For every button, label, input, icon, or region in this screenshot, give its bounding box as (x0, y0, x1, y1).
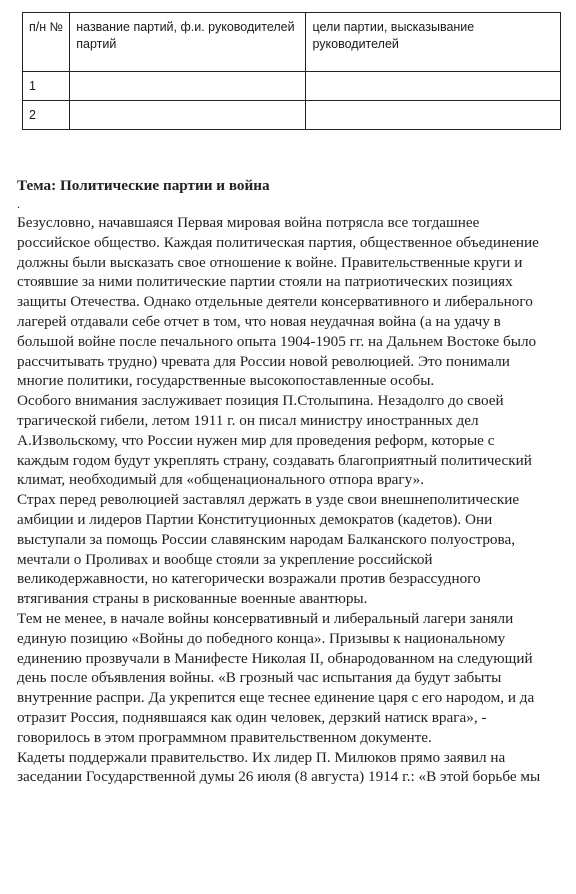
document-title: Тема: Политические партии и война (17, 177, 270, 194)
row-number-cell: 1 (23, 72, 70, 101)
table-row (23, 101, 561, 130)
party-goals-cell[interactable] (306, 101, 561, 130)
header-party-goals: цели партии, высказывание руководителей (306, 13, 561, 72)
parties-table (22, 12, 561, 130)
document-body (17, 176, 562, 787)
paragraph-stolypin: Особого внимания заслуживает позиция П.Столыпина. Незадолго до своей трагической гибели, летом 1911 г. он писал министру иностранных дел А.Извольскому, что России нужен мир для проведения реформ, которые с каждым годом будут укреплять страну, создавать благоприятный политический климат, необходимый для «общенационального отпора врагу». (17, 392, 532, 489)
separator-dot: . (17, 197, 20, 211)
paragraph-kadets-fear: Страх перед революцией заставлял держать в узде свои внешнеполитические амбиции и лидеров Партии Конституционных демократов (кадетов). Они выступали за помощь России славянским народам Балканского полуострова, мечтали о Проливах и вообще стояли за укрепление российской великодержавности, но категорически возражали против безрассудного втягивания страны в рискованные военные авантюры. (17, 491, 520, 608)
paragraph-unified-position: Тем не менее, в начале войны консервативный и либеральный лагери заняли единую позицию «Войны до победного конца». Призывы к национальному единению прозвучали в Манифесте Николая II, обнародованном на следующий день после объявления войны. «В грозный час испытания да будут забыты внутренние распри. Да укрепится еще теснее единение царя с его народом, и да отразит Россия, поднявшаяся как один человек, дерзкий натиск врага», - говорилось в этом программном правительственном документе. (17, 609, 535, 746)
header-party-names: название партий, ф.и. руководителей партий (70, 13, 306, 72)
paragraph-milyukov: Кадеты поддержали правительство. Их лидер П. Милюков прямо заявил на заседании Государственной думы 26 июля (8 августа) 1914 г.: «В этой борьбе мы (17, 748, 541, 786)
table-header-row (23, 13, 561, 72)
party-goals-cell[interactable] (306, 72, 561, 101)
party-name-cell[interactable] (70, 72, 306, 101)
table-row (23, 72, 561, 101)
parties-table-container (22, 12, 561, 130)
row-number-cell: 2 (23, 101, 70, 130)
paragraph-war-impact: Безусловно, начавшаяся Первая мировая война потрясла все тогдашнее российское общество. Каждая политическая партия, общественное объединение должны были высказать свое отношение к войне. Правительственные круги и стоявшие за ними политические партии стояли на патриотических позициях защиты Отечества. Однако отдельные деятели консервативного и либерального лагерей отдавали себе отчет в том, что новая неудачная война (а на удачу в большой войне после печального опыта 1904-1905 гг. на Дальнем Востоке было рассчитывать трудно) чревата для России новой революцией. Это понимали многие политики, государственные высокопоставленные особы. (17, 214, 539, 390)
party-name-cell[interactable] (70, 101, 306, 130)
header-number: п/н № (23, 13, 70, 72)
